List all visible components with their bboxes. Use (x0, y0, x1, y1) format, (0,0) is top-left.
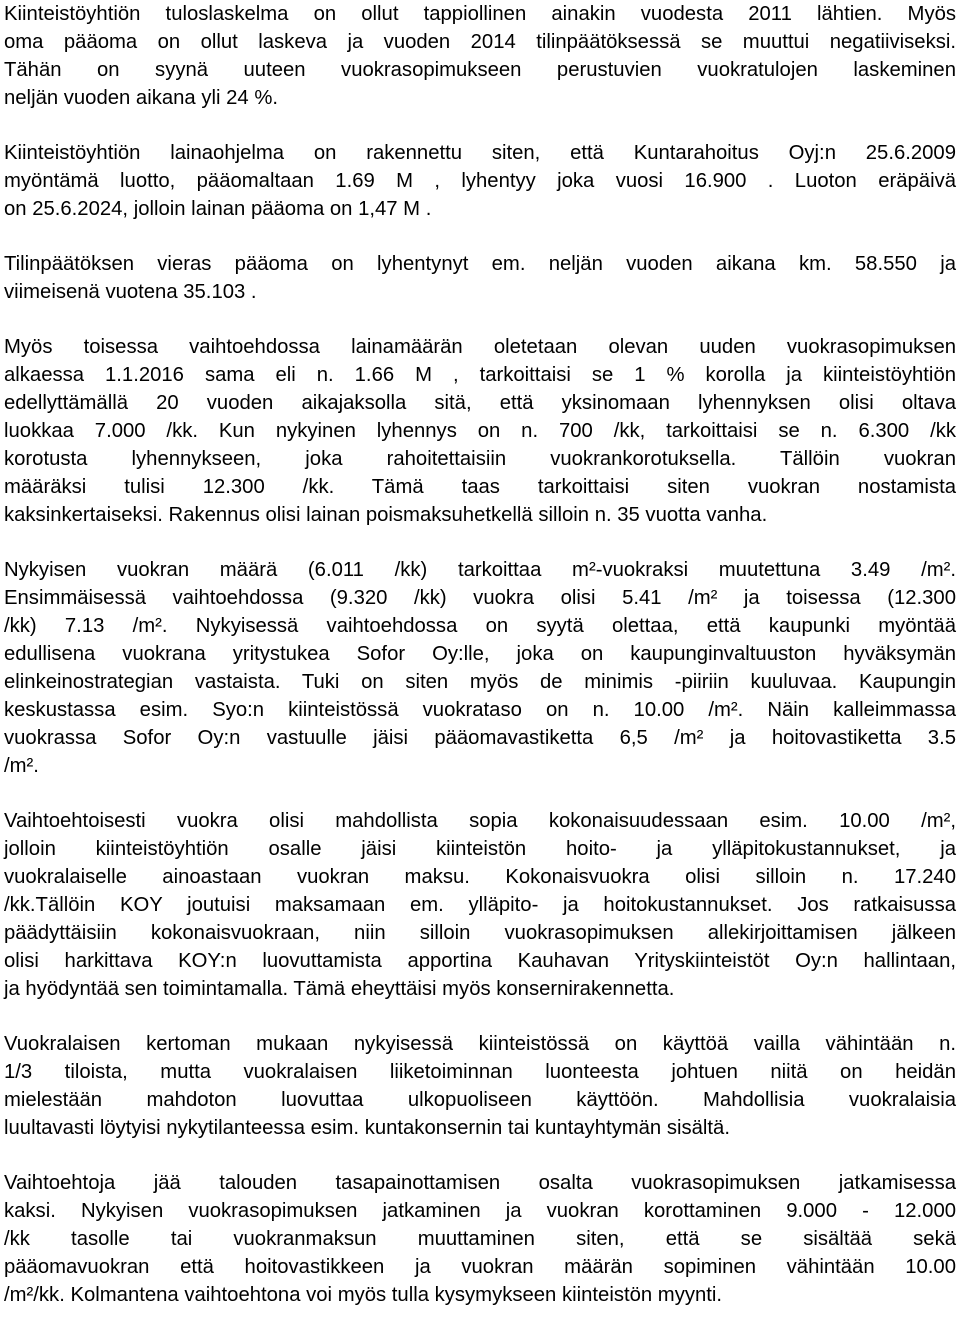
text-line: Kiinteistöyhtiön tuloslaskelma on ollut tappiollinen ainakin vuodesta 2011 lähtien. Myös (4, 3, 956, 25)
text-line: Vaihtoehtoja jää talouden tasapainottamisen osalta vuokrasopimuksen jatkamisessa (4, 1172, 956, 1194)
text-line: määräksi tulisi 12.300 /kk. Tämä taas tarkoittaisi siten vuokran nostamista (4, 476, 956, 498)
text-line: alkaessa 1.1.2016 sama eli n. 1.66 M , tarkoittaisi se 1 % korolla ja kiinteistöyhtiön (4, 364, 956, 386)
text-line: vuokrassa Sofor Oy:n vastuulle jäisi pääomavastiketta 6,5 /m² ja hoitovastiketta 3.5 (4, 727, 956, 749)
paragraph-7 (4, 1030, 956, 1142)
text-line: Ensimmäisessä vaihtoehdossa (9.320 /kk) vuokra olisi 5.41 /m² ja toisessa (12.300 (4, 587, 956, 609)
text-line: kaksi. Nykyisen vuokrasopimuksen jatkaminen ja vuokran korottaminen 9.000 - 12.000 (4, 1200, 956, 1222)
text-line: neljän vuoden aikana yli 24 %. (4, 87, 278, 109)
text-line: edellyttämällä 20 vuoden aikajaksolla sitä, että yksinomaan lyhennyksen olisi oltava (4, 392, 956, 414)
text-line: Myös toisessa vaihtoehdossa lainamäärän oletetaan olevan uuden vuokrasopimuksen (4, 336, 956, 358)
text-line: ja hyödyntää sen toimintamalla. Tämä eheyttäisi myös konsernirakennetta. (4, 978, 675, 1000)
text-line: 1/3 tiloista, mutta vuokralaisen liiketoiminnan luonteesta johtuen niitä on heidän (4, 1061, 956, 1083)
text-line: /kk) 7.13 /m². Nykyisessä vaihtoehdossa on syytä olettaa, että kaupunki myöntää (4, 615, 956, 637)
paragraph-3 (4, 250, 956, 306)
text-line: oma pääoma on ollut laskeva ja vuoden 2014 tilinpäätöksessä se muuttui negatiiviseksi. (4, 31, 956, 53)
paragraph-5 (4, 556, 956, 780)
text-line: korotusta lyhennykseen, joka rahoitettaisiin vuokrankorotuksella. Tällöin vuokran (4, 448, 956, 470)
text-line: Tähän on syynä uuteen vuokrasopimukseen perustuvien vuokratulojen laskeminen (4, 59, 956, 81)
text-line: vuokralaiselle ainoastaan vuokran maksu. Kokonaisvuokra olisi silloin n. 17.240 (4, 866, 956, 888)
text-line: luultavasti löytyisi nykytilanteessa esim. kuntakonsernin tai kuntayhtymän sisältä. (4, 1117, 730, 1139)
text-line: luokkaa 7.000 /kk. Kun nykyinen lyhennys on n. 700 /kk, tarkoittaisi se n. 6.300 /kk (4, 420, 956, 442)
text-line: keskustassa esim. Syo:n kiinteistössä vuokrataso on n. 10.00 /m². Näin kalleimmassa (4, 699, 956, 721)
text-line: pääomavuokran että hoitovastikkeen ja vuokran määrän sopiminen vähintään 10.00 (4, 1256, 956, 1278)
text-line: myöntämä luotto, pääomaltaan 1.69 M , lyhentyy joka vuosi 16.900 . Luoton eräpäivä (4, 170, 956, 192)
text-line: Kiinteistöyhtiön lainaohjelma on rakennettu siten, että Kuntarahoitus Oyj:n 25.6.2009 (4, 142, 956, 164)
text-line: /kk.Tällöin KOY joutuisi maksamaan em. ylläpito- ja hoitokustannukset. Jos ratkaisussa (4, 894, 956, 916)
text-line: elinkeinostrategian vastaista. Tuki on siten myös de minimis -piiriin kuuluvaa. Kaupungin (4, 671, 956, 693)
text-line: /m². (4, 755, 39, 777)
paragraph-2 (4, 139, 956, 223)
text-line: Nykyisen vuokran määrä (6.011 /kk) tarkoittaa m²-vuokraksi muutettuna 3.49 /m². (4, 559, 956, 581)
text-line: jolloin kiinteistöyhtiön osalle jäisi kiinteistön hoito- ja ylläpitokustannukset, ja (4, 838, 956, 860)
text-line: Vuokralaisen kertoman mukaan nykyisessä kiinteistössä on käyttöä vailla vähintään n. (4, 1033, 956, 1055)
text-line: viimeisenä vuotena 35.103 . (4, 281, 257, 303)
text-line: Vaihtoehtoisesti vuokra olisi mahdollista sopia kokonaisuudessaan esim. 10.00 /m², (4, 810, 956, 832)
paragraph-6 (4, 807, 956, 1003)
text-line: kaksinkertaiseksi. Rakennus olisi lainan poismaksuhetkellä silloin n. 35 vuotta vanha. (4, 504, 768, 526)
text-line: päädyttäisiin kokonaisvuokraan, niin silloin vuokrasopimuksen allekirjoittamisen jälkeen (4, 922, 956, 944)
text-line: on 25.6.2024, jolloin lainan pääoma on 1,47 M . (4, 198, 432, 220)
text-line: mielestään mahdoton luovuttaa ulkopuoliseen käyttöön. Mahdollisia vuokralaisia (4, 1089, 956, 1111)
text-line: olisi harkittava KOY:n luovuttamista apportina Kauhavan Yrityskiinteistöt Oy:n hallintaan, (4, 950, 956, 972)
text-line: edullisena vuokrana yritystukea Sofor Oy:lle, joka on kaupunginvaltuuston hyväksymän (4, 643, 956, 665)
text-line: /m²/kk. Kolmantena vaihtoehtona voi myös tulla kysymykseen kiinteistön myynti. (4, 1284, 723, 1306)
text-line: /kk tasolle tai vuokranmaksun muuttaminen siten, että se sisältää sekä (4, 1228, 956, 1250)
paragraph-8 (4, 1169, 956, 1309)
paragraph-4 (4, 333, 956, 529)
paragraph-1 (4, 0, 956, 112)
text-line: Tilinpäätöksen vieras pääoma on lyhentynyt em. neljän vuoden aikana km. 58.550 ja (4, 253, 956, 275)
document-page (4, 0, 956, 1336)
